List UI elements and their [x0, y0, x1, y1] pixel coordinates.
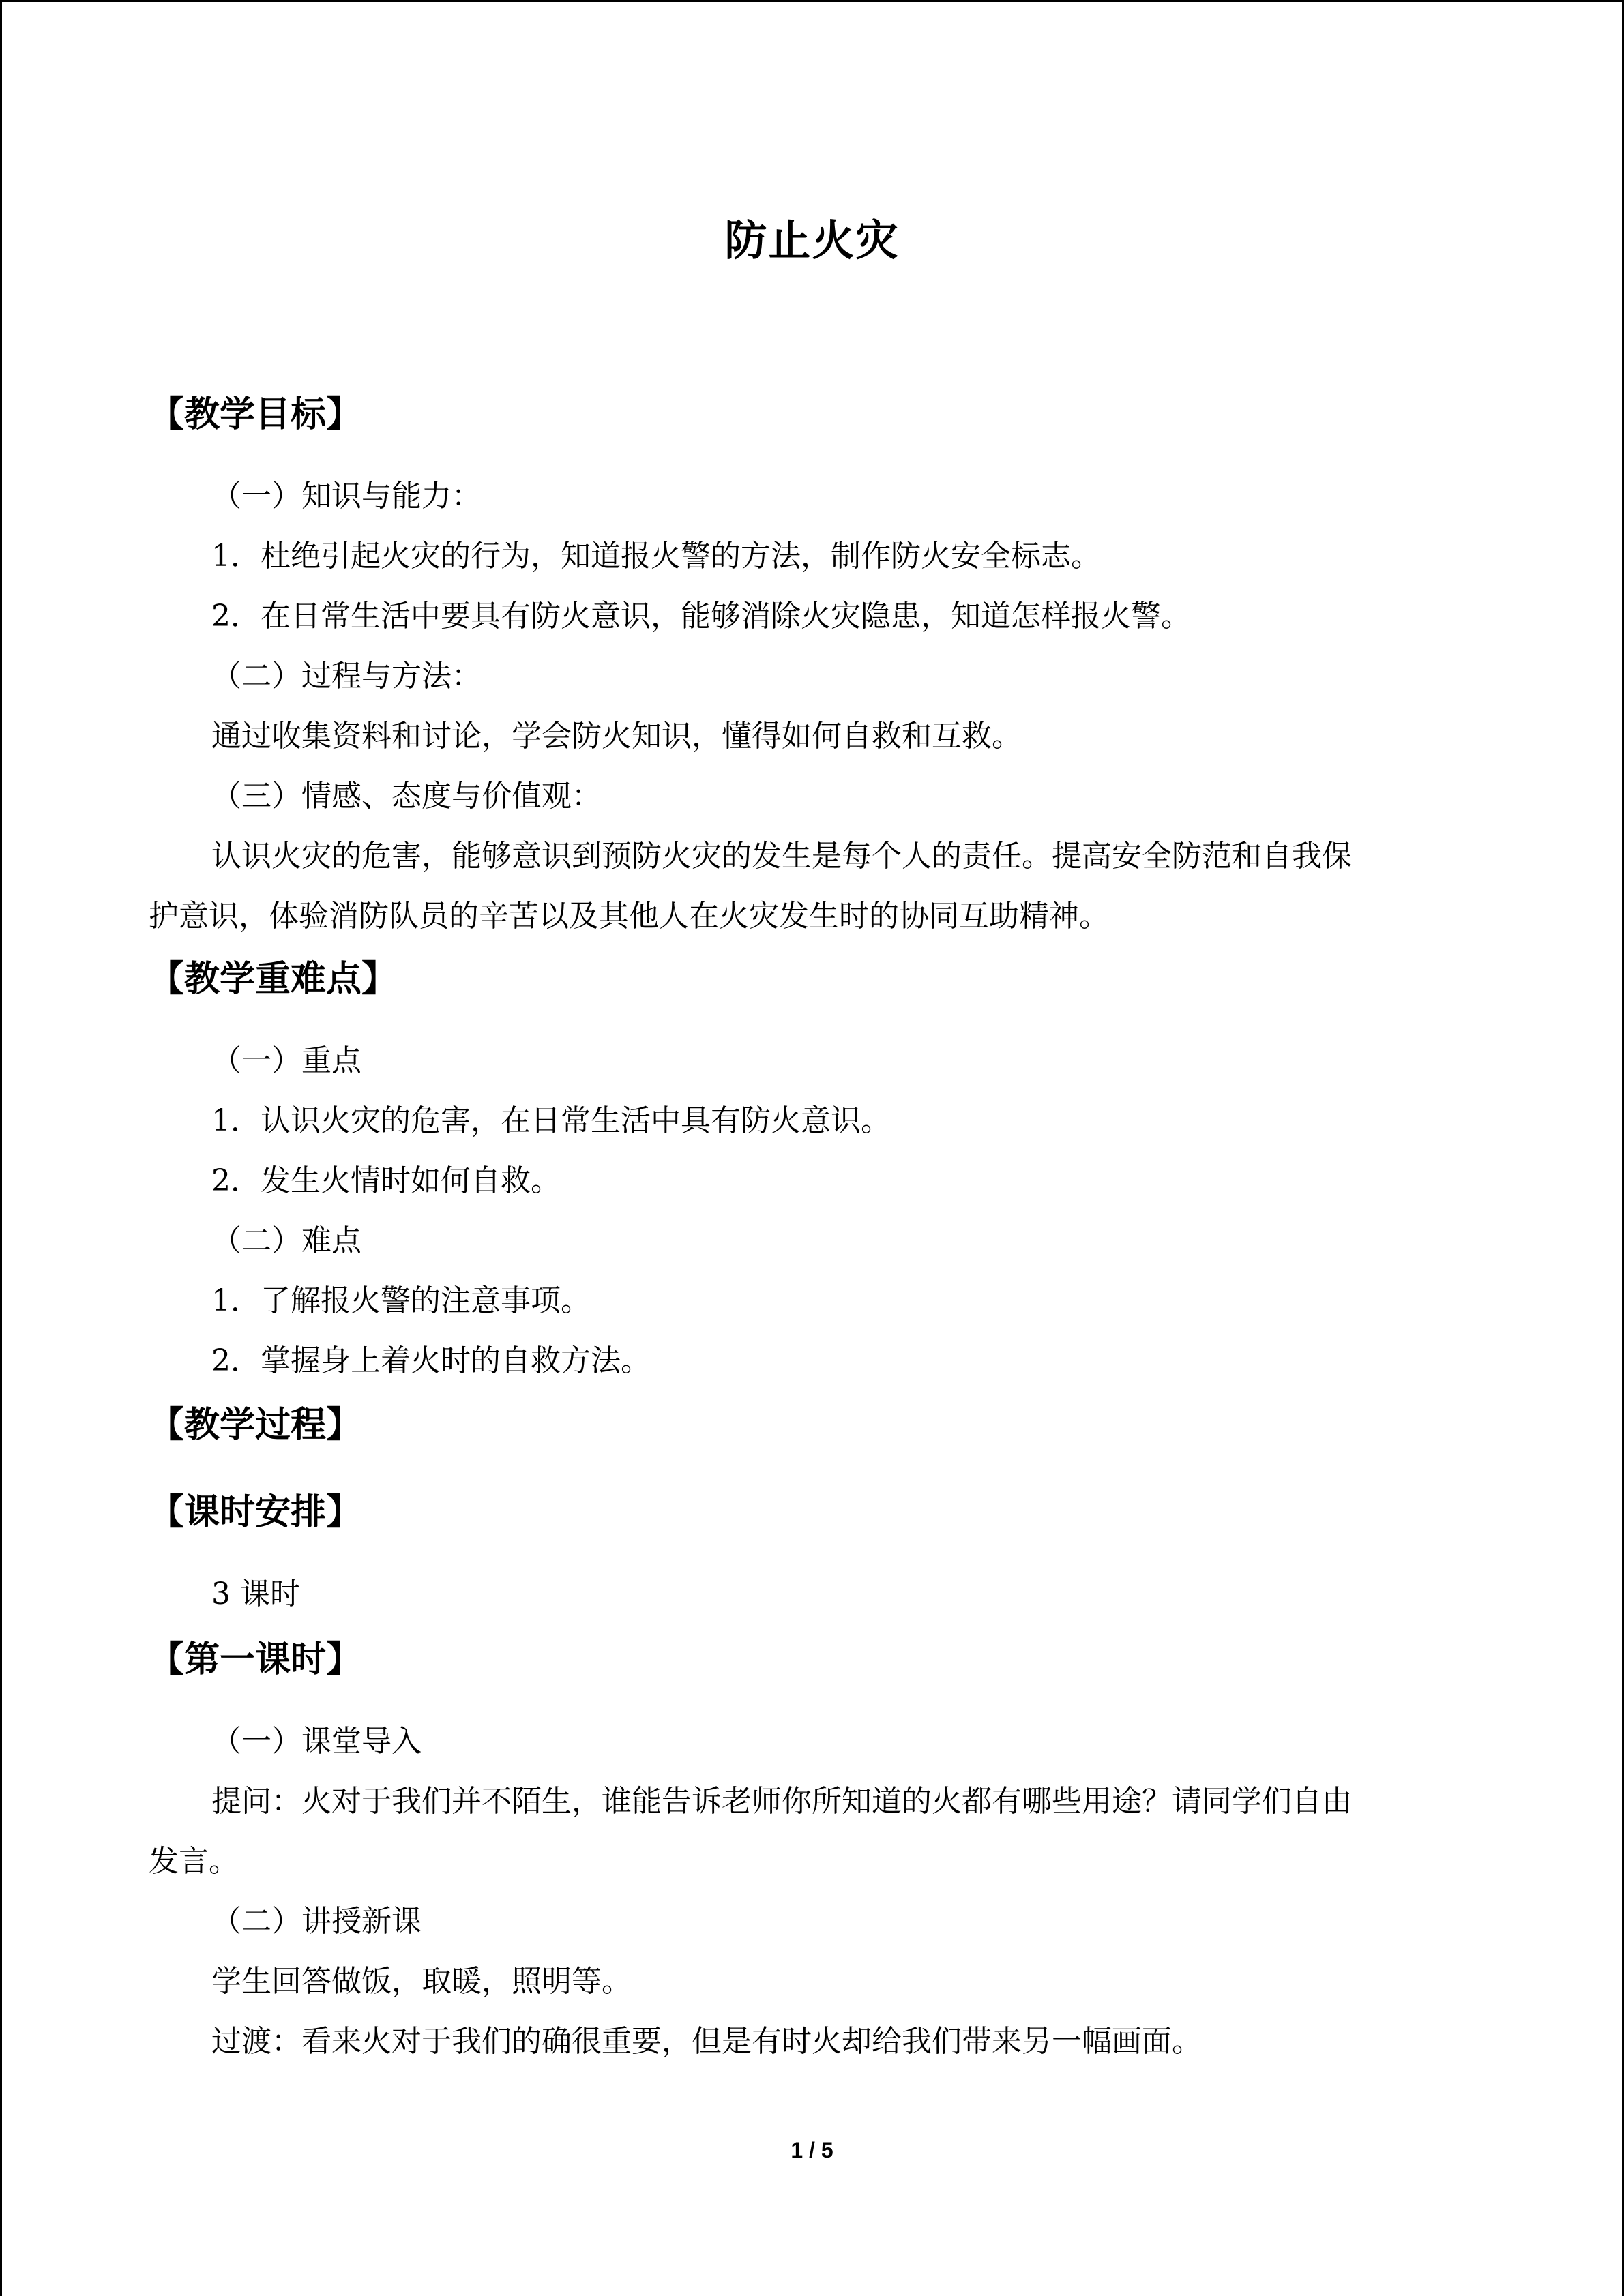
lesson-1-paragraph-question-line-2: 发言。 [149, 1844, 239, 1879]
key-points-item-2: 2．发生火情时如何自救。 [211, 1163, 561, 1198]
section-heading-process: 【教学过程】 [149, 1404, 362, 1446]
lesson-1-subheading-intro: （一）课堂导入 [211, 1724, 422, 1759]
key-points-item-3: 1．了解报火警的注意事项。 [211, 1283, 591, 1318]
lesson-1-paragraph-question-line-1: 提问：火对于我们并不陌生，谁能告诉老师你所知道的火都有哪些用途？请同学们自由 [211, 1784, 1352, 1819]
goals-subheading-process: （二）过程与方法： [211, 659, 482, 694]
goals-paragraph-attitude-line-1: 认识火灾的危害，能够意识到预防火灾的发生是每个人的责任。提高安全防范和自我保 [211, 839, 1352, 874]
goals-item-2: 2．在日常生活中要具有防火意识，能够消除火灾隐患，知道怎样报火警。 [211, 599, 1191, 633]
goals-paragraph-attitude-line-2: 护意识，体验消防队员的辛苦以及其他人在火灾发生时的协同互助精神。 [149, 899, 1109, 934]
goals-item-1: 1．杜绝引起火灾的行为，知道报火警的方法，制作防火安全标志。 [211, 539, 1101, 573]
key-points-item-1: 1．认识火灾的危害，在日常生活中具有防火意识。 [211, 1103, 891, 1138]
goals-paragraph-process: 通过收集资料和讨论，学会防火知识，懂得如何自救和互救。 [211, 719, 1022, 754]
page-number: 1 / 5 [791, 2138, 833, 2162]
section-heading-lesson-1: 【第一课时】 [149, 1639, 362, 1680]
lesson-1-paragraph-answer: 学生回答做饭，取暖，照明等。 [211, 1964, 632, 1999]
lesson-1-paragraph-transition: 过渡：看来火对于我们的确很重要，但是有时火却给我们带来另一幅画面。 [211, 2024, 1202, 2059]
lesson-1-subheading-new-lesson: （二）讲授新课 [211, 1904, 422, 1939]
key-points-item-4: 2．掌握身上着火时的自救方法。 [211, 1343, 651, 1378]
schedule-text: 3 课时 [211, 1577, 300, 1611]
section-heading-goals: 【教学目标】 [149, 393, 362, 435]
goals-subheading-attitude: （三）情感、态度与价值观： [211, 779, 602, 814]
key-points-subheading-difficulty: （二）难点 [211, 1223, 361, 1258]
goals-subheading-knowledge: （一）知识与能力： [211, 479, 482, 513]
page-title: 防止火灾 [724, 215, 900, 265]
key-points-subheading-focus: （一）重点 [211, 1043, 361, 1078]
section-heading-key-points: 【教学重难点】 [149, 958, 398, 1000]
section-heading-schedule: 【课时安排】 [149, 1491, 362, 1533]
